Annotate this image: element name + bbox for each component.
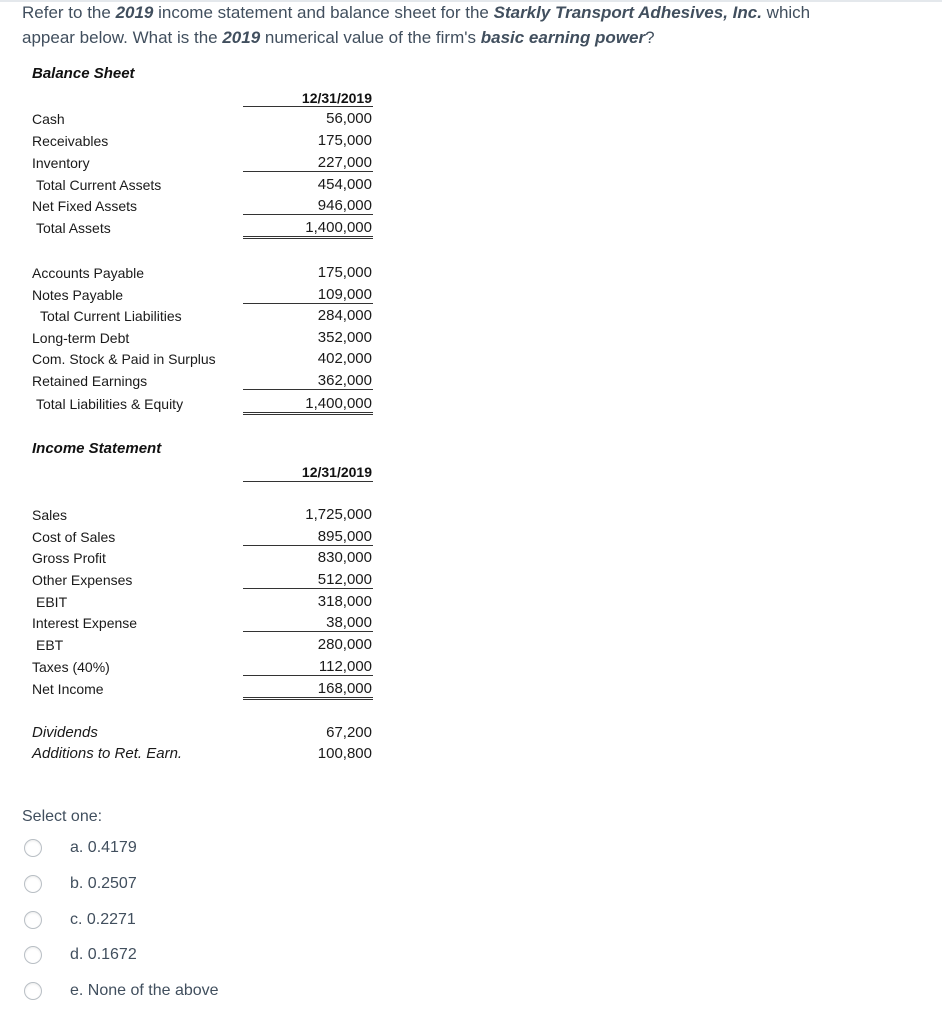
total-current-liabilities-label: Total Current Liabilities — [40, 308, 182, 324]
interest-expense-rule — [243, 631, 373, 632]
net-income-label: Net Income — [32, 681, 104, 697]
q1-seg-0: Refer to the — [22, 3, 116, 22]
inventory-value: 227,000 — [317, 154, 372, 171]
q1-seg-2: income statement and balance sheet for the — [153, 3, 494, 22]
q1-seg-3: Starkly Transport Adhesives, Inc. — [493, 3, 762, 22]
total-current-assets-label: Total Current Assets — [36, 177, 162, 193]
net-fixed-assets-value: 946,000 — [317, 197, 372, 214]
net-income-double-rule — [243, 697, 373, 700]
total-liabilities-equity-label: Total Liabilities & Equity — [36, 396, 184, 412]
q1-seg-1: 2019 — [115, 3, 154, 22]
option-e-label[interactable]: e. None of the above — [70, 982, 219, 999]
option-d[interactable] — [24, 944, 344, 968]
q2-seg-0: appear below. What is the — [22, 28, 223, 47]
option-a[interactable] — [24, 837, 344, 861]
q1-seg-4: which — [761, 3, 811, 22]
other-expenses-rule — [243, 588, 373, 589]
cash-label: Cash — [32, 111, 65, 127]
balance-sheet-title: Balance Sheet — [32, 65, 135, 82]
income-statement-date-header: 12/31/2019 — [301, 464, 372, 480]
gross-profit-value: 830,000 — [317, 549, 372, 566]
option-e[interactable] — [24, 980, 344, 1004]
notes-payable-label: Notes Payable — [32, 287, 124, 303]
additions-ret-earn-label: Additions to Ret. Earn. — [32, 745, 183, 762]
option-c[interactable] — [24, 909, 344, 933]
interest-expense-label: Interest Expense — [32, 615, 138, 631]
total-current-liabilities-value: 284,000 — [317, 307, 372, 324]
cost-of-sales-label: Cost of Sales — [32, 529, 116, 545]
q2-seg-1: 2019 — [222, 28, 261, 47]
net-fixed-assets-label: Net Fixed Assets — [32, 198, 138, 214]
total-assets-value: 1,400,000 — [305, 219, 372, 236]
retained-earnings-value: 362,000 — [317, 372, 372, 389]
inventory-rule — [243, 171, 373, 172]
dividends-label: Dividends — [32, 724, 98, 741]
radio-d[interactable] — [24, 946, 42, 964]
sales-value: 1,725,000 — [305, 506, 372, 523]
question-line-1 — [22, 3, 810, 23]
top-divider — [0, 0, 942, 2]
sales-label: Sales — [32, 507, 68, 523]
receivables-label: Receivables — [32, 133, 109, 149]
ebt-value: 280,000 — [317, 636, 372, 653]
taxes-rule — [243, 675, 373, 676]
notes-payable-value: 109,000 — [317, 286, 372, 303]
option-b[interactable] — [24, 873, 344, 897]
long-term-debt-label: Long-term Debt — [32, 330, 130, 346]
income-statement-title: Income Statement — [32, 440, 162, 457]
select-one-prompt: Select one: — [22, 808, 103, 825]
retained-earnings-label: Retained Earnings — [32, 373, 148, 389]
common-stock-label: Com. Stock & Paid in Surplus — [32, 351, 216, 367]
total-current-assets-value: 454,000 — [317, 176, 372, 193]
retained-earnings-rule — [243, 389, 373, 390]
total-liabilities-equity-value: 1,400,000 — [305, 395, 372, 412]
dividends-value: 67,200 — [326, 724, 372, 741]
notes-payable-rule — [243, 303, 373, 304]
option-d-label[interactable]: d. 0.1672 — [70, 946, 137, 963]
total-liabilities-double-rule — [243, 412, 373, 415]
total-assets-double-rule — [243, 236, 373, 239]
balance-header-rule — [243, 106, 373, 107]
option-c-label[interactable]: c. 0.2271 — [70, 911, 136, 928]
taxes-value: 112,000 — [318, 658, 372, 675]
balance-sheet-date-header: 12/31/2019 — [301, 90, 372, 106]
net-income-value: 168,000 — [317, 680, 372, 697]
gross-profit-label: Gross Profit — [32, 550, 106, 566]
radio-e[interactable] — [24, 982, 42, 1000]
ebit-label: EBIT — [36, 594, 68, 610]
income-header-rule — [243, 481, 373, 482]
ebt-label: EBT — [36, 637, 64, 653]
additions-ret-earn-value: 100,800 — [317, 745, 372, 762]
inventory-label: Inventory — [32, 155, 90, 171]
option-b-label[interactable]: b. 0.2507 — [70, 875, 137, 892]
radio-b[interactable] — [24, 875, 42, 893]
long-term-debt-value: 352,000 — [317, 329, 372, 346]
interest-expense-value: 38,000 — [326, 614, 372, 631]
cost-of-sales-value: 895,000 — [317, 528, 372, 545]
q2-seg-2: numerical value of the firm's — [260, 28, 481, 47]
option-a-label[interactable]: a. 0.4179 — [70, 839, 137, 856]
fixed-assets-rule — [243, 214, 373, 215]
cash-value: 56,000 — [326, 110, 372, 127]
radio-c[interactable] — [24, 911, 42, 929]
accounts-payable-value: 175,000 — [317, 264, 372, 281]
accounts-payable-label: Accounts Payable — [32, 265, 145, 281]
q2-seg-4: ? — [645, 28, 655, 47]
other-expenses-value: 512,000 — [317, 571, 372, 588]
taxes-label: Taxes (40%) — [32, 659, 110, 675]
ebit-value: 318,000 — [317, 593, 372, 610]
radio-a[interactable] — [24, 839, 42, 857]
q2-seg-3: basic earning power — [480, 28, 646, 47]
other-expenses-label: Other Expenses — [32, 572, 133, 588]
receivables-value: 175,000 — [317, 132, 372, 149]
question-line-2 — [22, 28, 655, 48]
common-stock-value: 402,000 — [317, 350, 372, 367]
cost-of-sales-rule — [243, 545, 373, 546]
total-assets-label: Total Assets — [36, 220, 111, 236]
